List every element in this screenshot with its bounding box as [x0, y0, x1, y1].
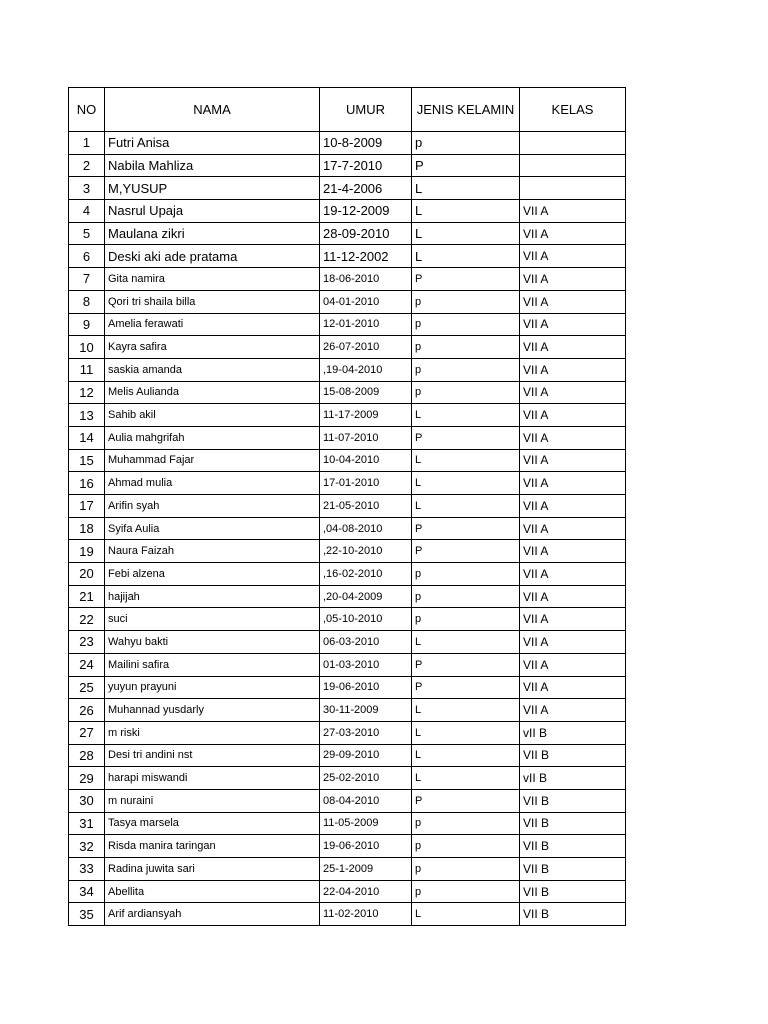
- cell-no: 25: [69, 676, 105, 699]
- cell-no: 3: [69, 177, 105, 200]
- table-row: [69, 653, 626, 676]
- cell-kelas: VII A: [520, 222, 626, 245]
- cell-jenis-kelamin: L: [412, 177, 520, 200]
- cell-jenis-kelamin: p: [412, 585, 520, 608]
- cell-no: 15: [69, 449, 105, 472]
- cell-no: 13: [69, 404, 105, 427]
- cell-kelas: [520, 132, 626, 155]
- cell-kelas: VII A: [520, 585, 626, 608]
- cell-no: 27: [69, 721, 105, 744]
- cell-no: 32: [69, 835, 105, 858]
- cell-kelas: VII A: [520, 381, 626, 404]
- cell-jenis-kelamin: p: [412, 381, 520, 404]
- cell-no: 1: [69, 132, 105, 155]
- cell-umur: 18-06-2010: [320, 268, 412, 291]
- table-row: [69, 858, 626, 881]
- cell-kelas: VII B: [520, 812, 626, 835]
- cell-jenis-kelamin: L: [412, 495, 520, 518]
- cell-no: 20: [69, 563, 105, 586]
- cell-nama: Sahib akil: [105, 404, 320, 427]
- cell-no: 21: [69, 585, 105, 608]
- cell-jenis-kelamin: L: [412, 903, 520, 926]
- cell-nama: m riski: [105, 721, 320, 744]
- cell-no: 26: [69, 699, 105, 722]
- table-row: [69, 154, 626, 177]
- cell-kelas: VII A: [520, 404, 626, 427]
- table-row: [69, 767, 626, 790]
- cell-umur: 11-12-2002: [320, 245, 412, 268]
- cell-kelas: VII A: [520, 245, 626, 268]
- cell-umur: ,20-04-2009: [320, 585, 412, 608]
- cell-nama: Melis Aulianda: [105, 381, 320, 404]
- cell-umur: 19-12-2009: [320, 200, 412, 223]
- cell-nama: Muhannad yusdarly: [105, 699, 320, 722]
- cell-jenis-kelamin: P: [412, 653, 520, 676]
- table-row: [69, 177, 626, 200]
- cell-no: 28: [69, 744, 105, 767]
- cell-kelas: VII A: [520, 653, 626, 676]
- cell-umur: ,05-10-2010: [320, 608, 412, 631]
- cell-kelas: VII A: [520, 517, 626, 540]
- cell-jenis-kelamin: p: [412, 313, 520, 336]
- cell-kelas: VII A: [520, 313, 626, 336]
- header-no: NO: [69, 88, 105, 132]
- cell-nama: Ahmad mulia: [105, 472, 320, 495]
- table-row: [69, 903, 626, 926]
- cell-jenis-kelamin: P: [412, 268, 520, 291]
- cell-no: 23: [69, 631, 105, 654]
- cell-nama: Desi tri andini nst: [105, 744, 320, 767]
- cell-kelas: VII A: [520, 290, 626, 313]
- table-row: [69, 517, 626, 540]
- cell-nama: Muhammad Fajar: [105, 449, 320, 472]
- table-row: [69, 540, 626, 563]
- cell-nama: Deski aki ade pratama: [105, 245, 320, 268]
- cell-kelas: [520, 154, 626, 177]
- cell-no: 2: [69, 154, 105, 177]
- cell-kelas: VII B: [520, 744, 626, 767]
- cell-nama: Febi alzena: [105, 563, 320, 586]
- table-row: [69, 472, 626, 495]
- cell-umur: 11-05-2009: [320, 812, 412, 835]
- table-row: [69, 699, 626, 722]
- cell-jenis-kelamin: L: [412, 744, 520, 767]
- cell-nama: hajijah: [105, 585, 320, 608]
- table-row: [69, 449, 626, 472]
- cell-jenis-kelamin: P: [412, 789, 520, 812]
- cell-jenis-kelamin: L: [412, 631, 520, 654]
- cell-kelas: VII A: [520, 449, 626, 472]
- table-row: [69, 381, 626, 404]
- cell-nama: Arif ardiansyah: [105, 903, 320, 926]
- header-jenis-kelamin: JENIS KELAMIN: [412, 88, 520, 132]
- table-row: [69, 495, 626, 518]
- cell-jenis-kelamin: L: [412, 767, 520, 790]
- cell-nama: Syifa Aulia: [105, 517, 320, 540]
- cell-jenis-kelamin: P: [412, 154, 520, 177]
- cell-kelas: VII A: [520, 268, 626, 291]
- cell-kelas: [520, 177, 626, 200]
- cell-nama: Mailini safira: [105, 653, 320, 676]
- cell-nama: Wahyu bakti: [105, 631, 320, 654]
- cell-no: 10: [69, 336, 105, 359]
- cell-nama: Amelia ferawati: [105, 313, 320, 336]
- cell-jenis-kelamin: p: [412, 812, 520, 835]
- cell-umur: 11-07-2010: [320, 426, 412, 449]
- cell-no: 17: [69, 495, 105, 518]
- table-row: [69, 789, 626, 812]
- cell-umur: 28-09-2010: [320, 222, 412, 245]
- cell-kelas: VII B: [520, 903, 626, 926]
- cell-no: 30: [69, 789, 105, 812]
- cell-nama: Abellita: [105, 880, 320, 903]
- cell-nama: yuyun prayuni: [105, 676, 320, 699]
- cell-no: 35: [69, 903, 105, 926]
- cell-umur: 15-08-2009: [320, 381, 412, 404]
- cell-umur: 22-04-2010: [320, 880, 412, 903]
- cell-umur: 04-01-2010: [320, 290, 412, 313]
- cell-kelas: VII A: [520, 472, 626, 495]
- cell-kelas: VII A: [520, 358, 626, 381]
- cell-jenis-kelamin: L: [412, 222, 520, 245]
- cell-nama: Nasrul Upaja: [105, 200, 320, 223]
- table-row: [69, 313, 626, 336]
- cell-umur: ,16-02-2010: [320, 563, 412, 586]
- cell-umur: 30-11-2009: [320, 699, 412, 722]
- cell-jenis-kelamin: L: [412, 245, 520, 268]
- cell-jenis-kelamin: P: [412, 517, 520, 540]
- table-row: [69, 721, 626, 744]
- table-row: [69, 744, 626, 767]
- cell-no: 9: [69, 313, 105, 336]
- cell-umur: ,04-08-2010: [320, 517, 412, 540]
- cell-kelas: VII A: [520, 608, 626, 631]
- cell-jenis-kelamin: p: [412, 880, 520, 903]
- table-row: [69, 608, 626, 631]
- cell-kelas: VII A: [520, 426, 626, 449]
- header-umur: UMUR: [320, 88, 412, 132]
- cell-kelas: VII B: [520, 858, 626, 881]
- table-row: [69, 631, 626, 654]
- cell-nama: Kayra safira: [105, 336, 320, 359]
- cell-umur: 06-03-2010: [320, 631, 412, 654]
- cell-umur: 25-02-2010: [320, 767, 412, 790]
- table-row: [69, 812, 626, 835]
- cell-nama: Maulana zikri: [105, 222, 320, 245]
- cell-nama: m nuraini: [105, 789, 320, 812]
- cell-jenis-kelamin: L: [412, 449, 520, 472]
- table-row: [69, 245, 626, 268]
- cell-no: 29: [69, 767, 105, 790]
- cell-jenis-kelamin: L: [412, 200, 520, 223]
- cell-no: 6: [69, 245, 105, 268]
- cell-no: 16: [69, 472, 105, 495]
- table-row: [69, 200, 626, 223]
- cell-umur: 10-04-2010: [320, 449, 412, 472]
- cell-jenis-kelamin: P: [412, 676, 520, 699]
- cell-jenis-kelamin: L: [412, 699, 520, 722]
- table-row: [69, 426, 626, 449]
- cell-kelas: VII A: [520, 631, 626, 654]
- cell-nama: Risda manira taringan: [105, 835, 320, 858]
- cell-no: 24: [69, 653, 105, 676]
- cell-umur: 08-04-2010: [320, 789, 412, 812]
- table-row: [69, 268, 626, 291]
- table-row: [69, 835, 626, 858]
- cell-no: 14: [69, 426, 105, 449]
- header-row: [69, 88, 626, 132]
- cell-kelas: VII A: [520, 699, 626, 722]
- table-row: [69, 358, 626, 381]
- cell-jenis-kelamin: p: [412, 608, 520, 631]
- cell-nama: harapi miswandi: [105, 767, 320, 790]
- table-row: [69, 336, 626, 359]
- cell-no: 18: [69, 517, 105, 540]
- header-nama: NAMA: [105, 88, 320, 132]
- cell-umur: 10-8-2009: [320, 132, 412, 155]
- cell-nama: M,YUSUP: [105, 177, 320, 200]
- cell-umur: ,19-04-2010: [320, 358, 412, 381]
- table-row: [69, 563, 626, 586]
- cell-no: 7: [69, 268, 105, 291]
- cell-nama: suci: [105, 608, 320, 631]
- cell-jenis-kelamin: P: [412, 540, 520, 563]
- cell-no: 31: [69, 812, 105, 835]
- cell-umur: 25-1-2009: [320, 858, 412, 881]
- cell-kelas: VII A: [520, 495, 626, 518]
- cell-umur: 11-02-2010: [320, 903, 412, 926]
- cell-jenis-kelamin: p: [412, 563, 520, 586]
- table-row: [69, 132, 626, 155]
- cell-kelas: vII B: [520, 767, 626, 790]
- cell-nama: Radina juwita sari: [105, 858, 320, 881]
- cell-no: 5: [69, 222, 105, 245]
- header-kelas: KELAS: [520, 88, 626, 132]
- cell-nama: Gita namira: [105, 268, 320, 291]
- cell-kelas: VII B: [520, 880, 626, 903]
- cell-no: 34: [69, 880, 105, 903]
- cell-no: 22: [69, 608, 105, 631]
- cell-kelas: VII A: [520, 563, 626, 586]
- cell-umur: 29-09-2010: [320, 744, 412, 767]
- cell-jenis-kelamin: p: [412, 290, 520, 313]
- cell-umur: 11-17-2009: [320, 404, 412, 427]
- cell-no: 19: [69, 540, 105, 563]
- cell-umur: 19-06-2010: [320, 676, 412, 699]
- cell-nama: Tasya marsela: [105, 812, 320, 835]
- cell-umur: 17-01-2010: [320, 472, 412, 495]
- table-body: [69, 132, 626, 926]
- cell-nama: Nabila Mahliza: [105, 154, 320, 177]
- cell-nama: Futri Anisa: [105, 132, 320, 155]
- cell-jenis-kelamin: P: [412, 426, 520, 449]
- cell-kelas: VII A: [520, 200, 626, 223]
- cell-umur: 27-03-2010: [320, 721, 412, 744]
- cell-kelas: VII A: [520, 676, 626, 699]
- cell-jenis-kelamin: p: [412, 835, 520, 858]
- cell-umur: ,22-10-2010: [320, 540, 412, 563]
- cell-no: 8: [69, 290, 105, 313]
- cell-umur: 12-01-2010: [320, 313, 412, 336]
- cell-kelas: VII A: [520, 336, 626, 359]
- cell-umur: 21-4-2006: [320, 177, 412, 200]
- cell-jenis-kelamin: p: [412, 336, 520, 359]
- cell-umur: 21-05-2010: [320, 495, 412, 518]
- cell-umur: 19-06-2010: [320, 835, 412, 858]
- table-row: [69, 585, 626, 608]
- cell-umur: 17-7-2010: [320, 154, 412, 177]
- cell-nama: Qori tri shaila billa: [105, 290, 320, 313]
- cell-jenis-kelamin: L: [412, 721, 520, 744]
- table-row: [69, 222, 626, 245]
- cell-jenis-kelamin: L: [412, 404, 520, 427]
- cell-kelas: VII A: [520, 540, 626, 563]
- student-table: [68, 87, 626, 926]
- cell-jenis-kelamin: L: [412, 472, 520, 495]
- cell-kelas: vII B: [520, 721, 626, 744]
- table-row: [69, 880, 626, 903]
- cell-nama: Aulia mahgrifah: [105, 426, 320, 449]
- cell-umur: 01-03-2010: [320, 653, 412, 676]
- cell-kelas: VII B: [520, 789, 626, 812]
- table-row: [69, 404, 626, 427]
- cell-jenis-kelamin: p: [412, 132, 520, 155]
- cell-no: 33: [69, 858, 105, 881]
- cell-no: 12: [69, 381, 105, 404]
- cell-umur: 26-07-2010: [320, 336, 412, 359]
- cell-jenis-kelamin: p: [412, 858, 520, 881]
- cell-nama: saskia amanda: [105, 358, 320, 381]
- cell-no: 4: [69, 200, 105, 223]
- cell-nama: Arifin syah: [105, 495, 320, 518]
- cell-nama: Naura Faizah: [105, 540, 320, 563]
- cell-jenis-kelamin: p: [412, 358, 520, 381]
- table-row: [69, 290, 626, 313]
- cell-kelas: VII B: [520, 835, 626, 858]
- cell-no: 11: [69, 358, 105, 381]
- table-row: [69, 676, 626, 699]
